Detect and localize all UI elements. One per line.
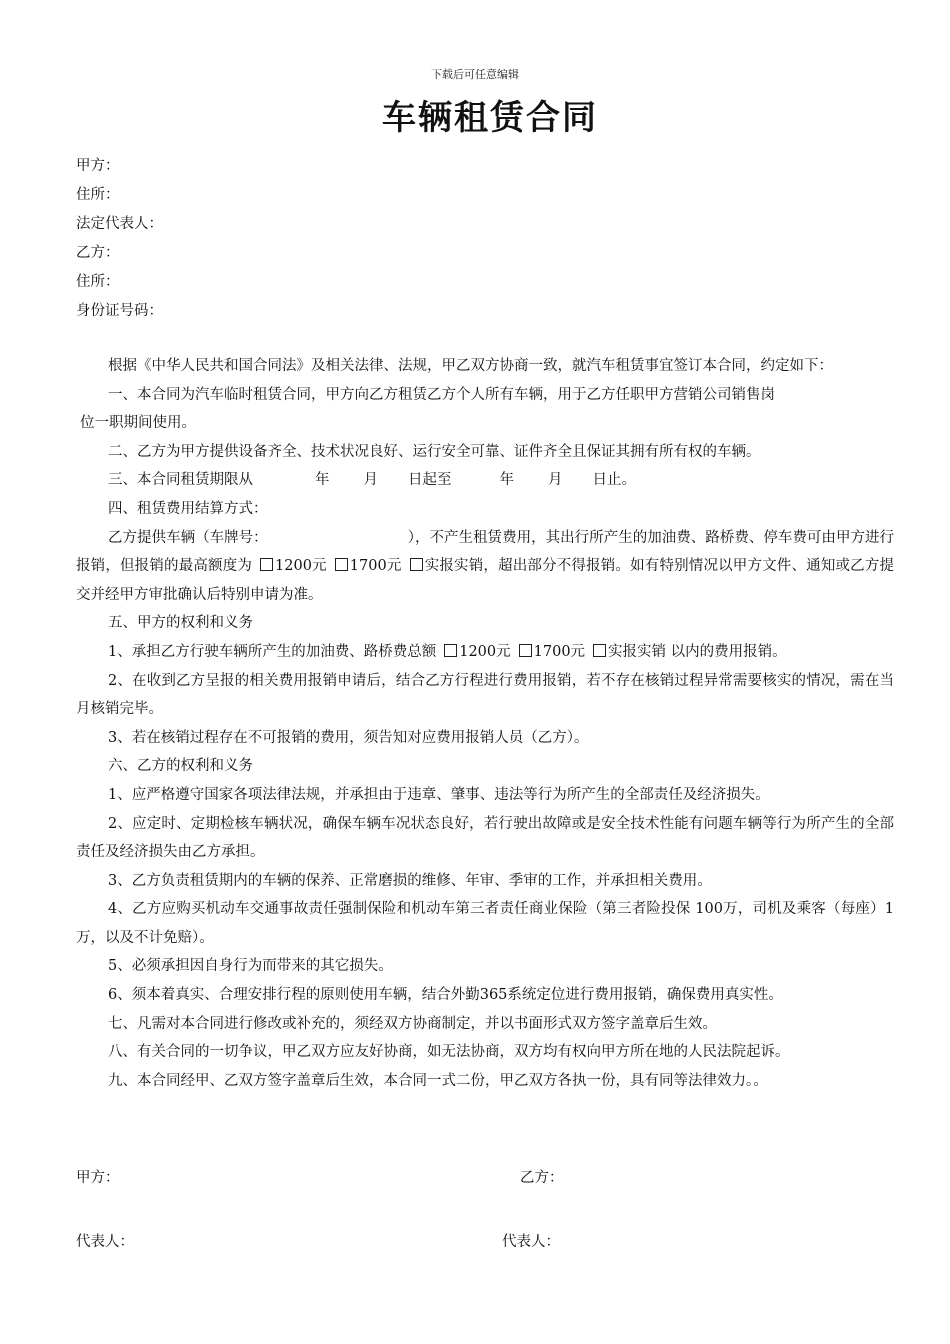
checkbox-1700[interactable] xyxy=(335,558,348,571)
clause-3-month1: 月 xyxy=(363,472,378,489)
clause-1-continued: 位一职期间使用。 xyxy=(80,415,196,432)
signature-rep-b: 代表人： xyxy=(502,1234,560,1250)
clause-4 xyxy=(76,524,894,610)
document-title: 车辆租赁合同 xyxy=(382,98,598,138)
clause-3-year1: 年 xyxy=(315,472,330,489)
clause-6-2: 2、应定时、定期检核车辆状况，确保车辆车况状态良好，若行驶出故障或是安全技术性能有问题车辆等行为所产生的全部责任及经济损失由乙方承担。 xyxy=(76,815,894,861)
intro-paragraph: 根据《中华人民共和国合同法》及相关法律、法规，甲乙双方协商一致，就汽车租赁事宜签订本合同，约定如下： xyxy=(108,358,833,374)
clause-7: 七、凡需对本合同进行修改或补充的，须经双方协商制定，并以书面形式双方签字盖章后生效。 xyxy=(108,1015,717,1032)
clause-4-title: 四、租赁费用结算方式： xyxy=(108,500,268,517)
clause-5-3: 3、若在核销过程存在不可报销的费用，须告知对应费用报销人员（乙方）。 xyxy=(108,729,589,746)
header-note: 下载后可任意编辑 xyxy=(431,68,519,81)
clause-3-prefix: 三、本合同租赁期限从 xyxy=(108,472,253,489)
clause-6-1: 1、应严格遵守国家各项法律法规，并承担由于违章、肇事、违法等行为所产生的全部责任及经济损失。 xyxy=(108,786,770,803)
clause-4-part1: 乙方提供车辆（车牌号： xyxy=(108,529,268,546)
clause-4-opt3: 实报实销，超出部分不得报销。如有特别情况以甲方文件、通知或乙方提交并经甲方审批确认后特别申请为准。 xyxy=(76,558,895,603)
clause-4-opt2: 1700元 xyxy=(349,558,402,575)
clause-2: 二、乙方为甲方提供设备齐全、技术状况良好、运行安全可靠、证件齐全且保证其拥有所有权的车辆。 xyxy=(108,443,761,460)
checkbox-1200[interactable] xyxy=(260,558,273,571)
clause-5-1-opt1: 1200元 xyxy=(459,643,511,660)
clause-9: 九、本合同经甲、乙双方签字盖章后生效，本合同一式二份，甲乙双方各执一份，具有同等法律效力。。 xyxy=(108,1072,768,1089)
parties-block xyxy=(76,152,163,326)
clause-6-5: 5、必须承担因自身行为而带来的其它损失。 xyxy=(108,958,393,975)
clause-6-4: 4、乙方应购买机动车交通事故责任强制保险和机动车第三者责任商业保险（第三者险投保 100万，司机及乘客（每座）1万，以及不计免赔）。 xyxy=(76,901,894,946)
clause-4-opt1: 1200元 xyxy=(275,558,327,575)
address-b-label: 住所： xyxy=(76,274,120,290)
clause-3-year2: 年 xyxy=(499,472,514,489)
clause-5-1-opt3: 实报实销 xyxy=(608,643,667,660)
clause-1: 一、本合同为汽车临时租赁合同，甲方向乙方租赁乙方个人所有车辆，用于乙方任职甲方营销公司销售岗 xyxy=(108,386,775,403)
party-a-label: 甲方： xyxy=(76,158,120,174)
clause-3-month2: 月 xyxy=(548,472,563,489)
checkbox-5-actual[interactable] xyxy=(593,644,606,657)
signature-rep-a: 代表人： xyxy=(76,1234,134,1250)
address-a-label: 住所： xyxy=(76,187,120,203)
signature-party-a: 甲方： xyxy=(76,1170,120,1186)
checkbox-5-1700[interactable] xyxy=(519,644,532,657)
clause-6-3: 3、乙方负责租赁期内的车辆的保养、正常磨损的维修、年审、季审的工作，并承担相关费用。 xyxy=(108,872,712,889)
clause-8: 八、有关合同的一切争议，甲乙双方应友好协商，如无法协商，双方均有权向甲方所在地的人民法院起诉。 xyxy=(108,1044,790,1061)
party-b-label: 乙方： xyxy=(76,245,120,261)
clause-4-part2: ），不产生租赁费用，其出行所产生的加油费、路桥费、停车费可由甲方进行报销，但报销的最高额度为 xyxy=(76,529,895,575)
clause-3 xyxy=(76,466,894,495)
clause-5-1-opt2: 1700元 xyxy=(533,643,586,660)
clause-5-1 xyxy=(76,638,894,667)
clause-3-day2: 日止。 xyxy=(592,472,636,489)
clause-5-1-prefix: 1、承担乙方行驶车辆所产生的加油费、路桥费总额 xyxy=(108,643,437,660)
clause-5-title: 五、甲方的权利和义务 xyxy=(108,615,253,632)
contract-body xyxy=(76,352,894,1095)
checkbox-5-1200[interactable] xyxy=(444,644,457,657)
signature-party-b: 乙方： xyxy=(520,1170,564,1186)
checkbox-actual[interactable] xyxy=(410,558,423,571)
clause-6-title: 六、乙方的权利和义务 xyxy=(108,758,253,775)
clause-5-1-suffix: 以内的费用报销。 xyxy=(670,643,787,660)
clause-5-2: 2、在收到乙方呈报的相关费用报销申请后，结合乙方行程进行费用报销，若不存在核销过程异常需要核实的情况，需在当月核销完毕。 xyxy=(76,672,894,718)
id-number-label: 身份证号码： xyxy=(76,303,163,319)
clause-6-6: 6、须本着真实、合理安排行程的原则使用车辆，结合外勤365系统定位进行费用报销，确保费用真实性。 xyxy=(108,987,783,1004)
legal-rep-label: 法定代表人： xyxy=(76,216,163,232)
clause-3-day1: 日起至 xyxy=(408,472,452,489)
